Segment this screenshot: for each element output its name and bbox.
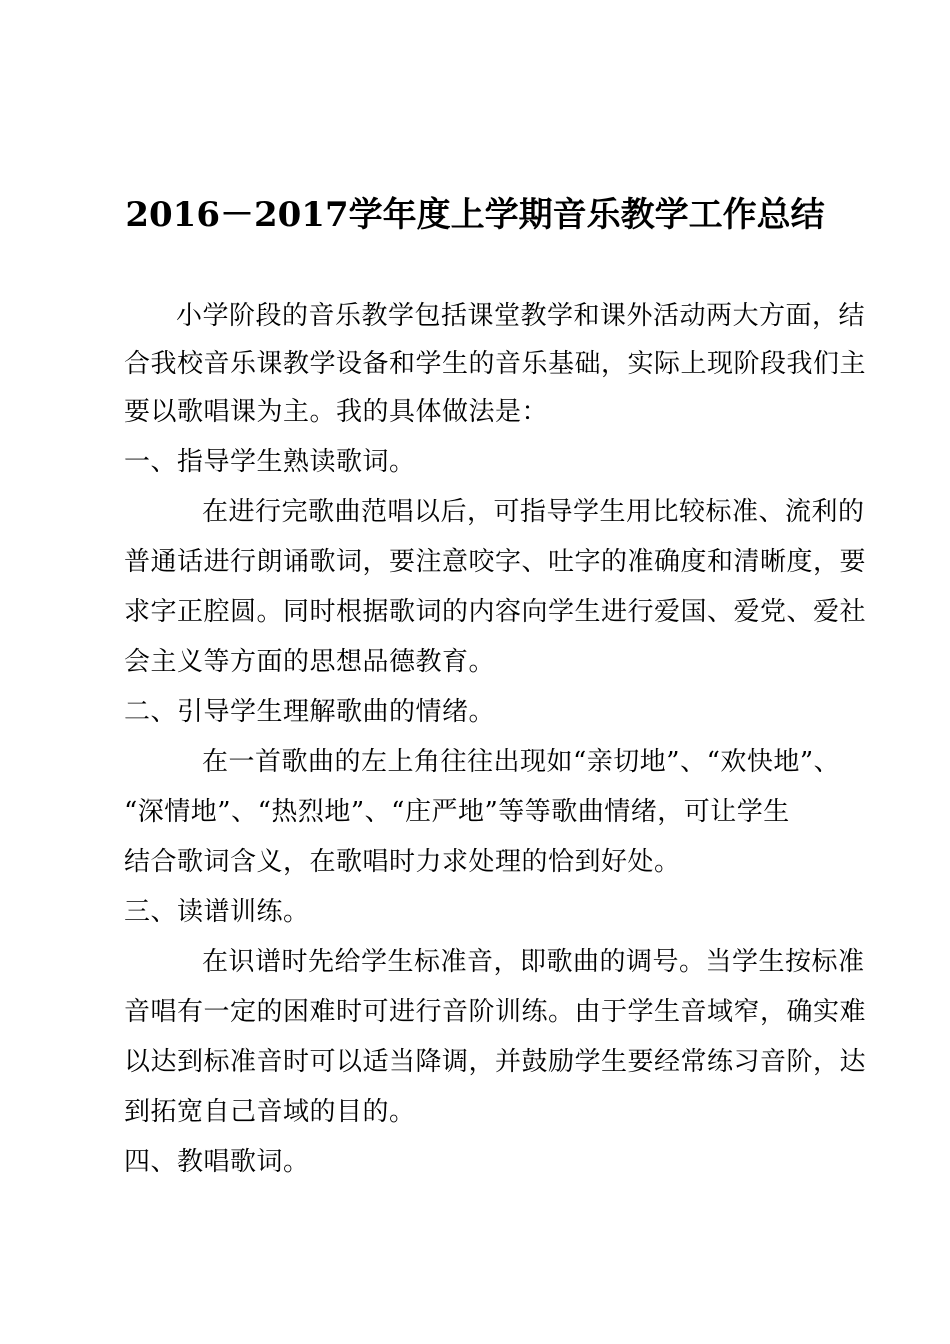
paragraph-line: 要以歌唱课为主。我的具体做法是：: [124, 397, 549, 427]
section-heading: 三、读谱训练。: [124, 897, 310, 927]
paragraph-line: 在一首歌曲的左上角往往出现如“亲切地”、“欢快地”、: [202, 747, 841, 777]
paragraph-line: 普通话进行朗诵歌词，要注意咬字、吐字的准确度和清晰度，要: [124, 547, 867, 577]
paragraph-line: 小学阶段的音乐教学包括课堂教学和课外活动两大方面，结: [176, 301, 866, 331]
paragraph-line: 合我校音乐课教学设备和学生的音乐基础，实际上现阶段我们主: [124, 349, 867, 379]
paragraph-line: 在识谱时先给学生标准音，即歌曲的调号。当学生按标准: [202, 947, 865, 977]
paragraph-line: 会主义等方面的思想品德教育。: [124, 647, 496, 677]
paragraph-line: “深情地”、“热烈地”、“庄严地”等等歌曲情绪，可让学生: [124, 797, 790, 827]
paragraph-line: 到拓宽自己音域的目的。: [124, 1097, 416, 1127]
document-title: 2016－2017学年度上学期音乐教学工作总结: [125, 195, 825, 235]
section-heading: 四、教唱歌词。: [124, 1147, 310, 1177]
paragraph-line: 以达到标准音时可以适当降调，并鼓励学生要经常练习音阶，达: [124, 1047, 867, 1077]
paragraph-line: 音唱有一定的困难时可进行音阶训练。由于学生音域窄，确实难: [124, 997, 867, 1027]
paragraph-line: 在进行完歌曲范唱以后，可指导学生用比较标准、流利的: [202, 497, 865, 527]
paragraph-line: 结合歌词含义，在歌唱时力求处理的恰到好处。: [124, 847, 681, 877]
section-heading: 一、指导学生熟读歌词。: [124, 447, 416, 477]
section-heading: 二、引导学生理解歌曲的情绪。: [124, 697, 496, 727]
paragraph-line: 求字正腔圆。同时根据歌词的内容向学生进行爱国、爱党、爱社: [124, 597, 867, 627]
